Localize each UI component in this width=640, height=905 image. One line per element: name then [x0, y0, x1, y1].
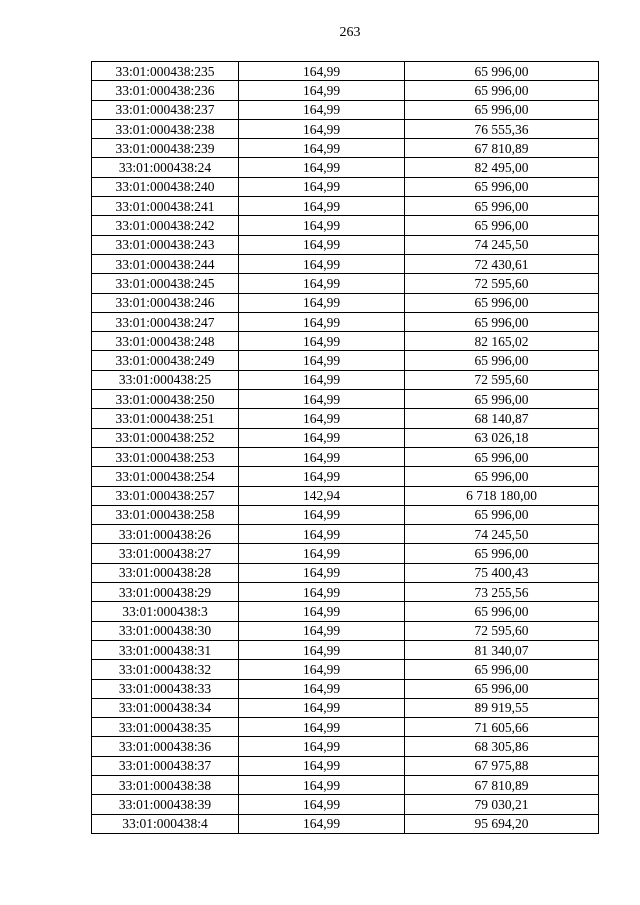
cadastral-number-cell: 33:01:000438:24 [92, 158, 239, 177]
area-cell: 164,99 [239, 409, 405, 428]
cadastral-value-cell: 6 718 180,00 [405, 486, 599, 505]
cadastral-number-cell: 33:01:000438:237 [92, 100, 239, 119]
cadastral-value-cell: 65 996,00 [405, 447, 599, 466]
area-cell: 164,99 [239, 119, 405, 138]
table-row [92, 447, 599, 466]
table-row [92, 467, 599, 486]
cadastral-value-cell: 74 245,50 [405, 525, 599, 544]
cadastral-value-cell: 82 165,02 [405, 332, 599, 351]
cadastral-value-cell: 65 996,00 [405, 293, 599, 312]
cadastral-value-cell: 68 140,87 [405, 409, 599, 428]
table-row [92, 100, 599, 119]
area-cell: 164,99 [239, 351, 405, 370]
table-row [92, 332, 599, 351]
cadastral-number-cell: 33:01:000438:38 [92, 775, 239, 794]
area-cell: 164,99 [239, 621, 405, 640]
cadastral-number-cell: 33:01:000438:236 [92, 81, 239, 100]
cadastral-value-cell: 65 996,00 [405, 62, 599, 81]
cadastral-value-cell: 72 595,60 [405, 370, 599, 389]
area-cell: 164,99 [239, 235, 405, 254]
cadastral-value-table [91, 61, 599, 834]
cadastral-value-cell: 79 030,21 [405, 795, 599, 814]
cadastral-number-cell: 33:01:000438:243 [92, 235, 239, 254]
area-cell: 164,99 [239, 197, 405, 216]
cadastral-value-cell: 71 605,66 [405, 718, 599, 737]
table-row [92, 428, 599, 447]
area-cell: 164,99 [239, 698, 405, 717]
area-cell: 164,99 [239, 274, 405, 293]
cadastral-value-cell: 89 919,55 [405, 698, 599, 717]
area-cell: 164,99 [239, 139, 405, 158]
cadastral-value-cell: 65 996,00 [405, 467, 599, 486]
cadastral-value-cell: 95 694,20 [405, 814, 599, 833]
cadastral-number-cell: 33:01:000438:253 [92, 447, 239, 466]
area-cell: 164,99 [239, 177, 405, 196]
cadastral-value-cell: 65 996,00 [405, 544, 599, 563]
table-row [92, 660, 599, 679]
cadastral-value-cell: 67 975,88 [405, 756, 599, 775]
cadastral-number-cell: 33:01:000438:251 [92, 409, 239, 428]
table-row [92, 795, 599, 814]
table-row [92, 718, 599, 737]
area-cell: 164,99 [239, 312, 405, 331]
table-row [92, 293, 599, 312]
table-row [92, 409, 599, 428]
cadastral-number-cell: 33:01:000438:3 [92, 602, 239, 621]
cadastral-number-cell: 33:01:000438:242 [92, 216, 239, 235]
area-cell: 164,99 [239, 525, 405, 544]
area-cell: 164,99 [239, 428, 405, 447]
cadastral-value-cell: 65 996,00 [405, 390, 599, 409]
cadastral-value-cell: 73 255,56 [405, 583, 599, 602]
area-cell: 164,99 [239, 505, 405, 524]
area-cell: 164,99 [239, 100, 405, 119]
table-row [92, 351, 599, 370]
cadastral-number-cell: 33:01:000438:29 [92, 583, 239, 602]
area-cell: 164,99 [239, 718, 405, 737]
area-cell: 164,99 [239, 254, 405, 273]
cadastral-value-cell: 65 996,00 [405, 81, 599, 100]
area-cell: 164,99 [239, 563, 405, 582]
cadastral-value-cell: 82 495,00 [405, 158, 599, 177]
cadastral-value-cell: 67 810,89 [405, 775, 599, 794]
cadastral-value-cell: 65 996,00 [405, 505, 599, 524]
table-row [92, 679, 599, 698]
cadastral-value-cell: 65 996,00 [405, 312, 599, 331]
table-row [92, 621, 599, 640]
cadastral-number-cell: 33:01:000438:254 [92, 467, 239, 486]
table-row [92, 756, 599, 775]
area-cell: 164,99 [239, 679, 405, 698]
table-row [92, 235, 599, 254]
cadastral-number-cell: 33:01:000438:258 [92, 505, 239, 524]
cadastral-value-cell: 68 305,86 [405, 737, 599, 756]
area-cell: 164,99 [239, 544, 405, 563]
table-row [92, 505, 599, 524]
cadastral-number-cell: 33:01:000438:238 [92, 119, 239, 138]
area-cell: 164,99 [239, 756, 405, 775]
cadastral-number-cell: 33:01:000438:247 [92, 312, 239, 331]
table-row [92, 525, 599, 544]
cadastral-value-cell: 72 430,61 [405, 254, 599, 273]
area-cell: 164,99 [239, 370, 405, 389]
area-cell: 164,99 [239, 660, 405, 679]
area-cell: 164,99 [239, 737, 405, 756]
cadastral-number-cell: 33:01:000438:28 [92, 563, 239, 582]
table-row [92, 62, 599, 81]
cadastral-number-cell: 33:01:000438:36 [92, 737, 239, 756]
cadastral-number-cell: 33:01:000438:249 [92, 351, 239, 370]
table-row [92, 312, 599, 331]
area-cell: 164,99 [239, 775, 405, 794]
cadastral-value-cell: 65 996,00 [405, 660, 599, 679]
table-row [92, 390, 599, 409]
table-row [92, 814, 599, 833]
area-cell: 142,94 [239, 486, 405, 505]
table-row [92, 486, 599, 505]
area-cell: 164,99 [239, 390, 405, 409]
cadastral-value-cell: 74 245,50 [405, 235, 599, 254]
cadastral-value-cell: 65 996,00 [405, 679, 599, 698]
cadastral-value-cell: 65 996,00 [405, 197, 599, 216]
cadastral-number-cell: 33:01:000438:35 [92, 718, 239, 737]
area-cell: 164,99 [239, 293, 405, 312]
cadastral-value-cell: 72 595,60 [405, 621, 599, 640]
cadastral-value-cell: 72 595,60 [405, 274, 599, 293]
cadastral-number-cell: 33:01:000438:240 [92, 177, 239, 196]
cadastral-value-cell: 65 996,00 [405, 100, 599, 119]
cadastral-number-cell: 33:01:000438:27 [92, 544, 239, 563]
cadastral-value-cell: 65 996,00 [405, 602, 599, 621]
table-row [92, 698, 599, 717]
table-row [92, 177, 599, 196]
table-row [92, 544, 599, 563]
area-cell: 164,99 [239, 814, 405, 833]
cadastral-number-cell: 33:01:000438:25 [92, 370, 239, 389]
table-row [92, 216, 599, 235]
cadastral-number-cell: 33:01:000438:37 [92, 756, 239, 775]
area-cell: 164,99 [239, 216, 405, 235]
cadastral-number-cell: 33:01:000438:30 [92, 621, 239, 640]
cadastral-value-cell: 76 555,36 [405, 119, 599, 138]
table-row [92, 254, 599, 273]
cadastral-number-cell: 33:01:000438:34 [92, 698, 239, 717]
cadastral-number-cell: 33:01:000438:241 [92, 197, 239, 216]
cadastral-value-cell: 75 400,43 [405, 563, 599, 582]
cadastral-number-cell: 33:01:000438:245 [92, 274, 239, 293]
cadastral-value-cell: 65 996,00 [405, 177, 599, 196]
table-row [92, 640, 599, 659]
cadastral-number-cell: 33:01:000438:31 [92, 640, 239, 659]
table-row [92, 602, 599, 621]
cadastral-number-cell: 33:01:000438:239 [92, 139, 239, 158]
cadastral-number-cell: 33:01:000438:246 [92, 293, 239, 312]
area-cell: 164,99 [239, 62, 405, 81]
table-row [92, 737, 599, 756]
page-number: 263 [339, 25, 361, 40]
cadastral-number-cell: 33:01:000438:33 [92, 679, 239, 698]
cadastral-value-cell: 65 996,00 [405, 216, 599, 235]
table-body [92, 62, 599, 834]
area-cell: 164,99 [239, 795, 405, 814]
table-row [92, 583, 599, 602]
area-cell: 164,99 [239, 158, 405, 177]
table-row [92, 81, 599, 100]
cadastral-number-cell: 33:01:000438:32 [92, 660, 239, 679]
area-cell: 164,99 [239, 640, 405, 659]
cadastral-number-cell: 33:01:000438:250 [92, 390, 239, 409]
area-cell: 164,99 [239, 467, 405, 486]
area-cell: 164,99 [239, 81, 405, 100]
cadastral-number-cell: 33:01:000438:248 [92, 332, 239, 351]
cadastral-value-cell: 81 340,07 [405, 640, 599, 659]
cadastral-number-cell: 33:01:000438:252 [92, 428, 239, 447]
table-row [92, 563, 599, 582]
area-cell: 164,99 [239, 447, 405, 466]
area-cell: 164,99 [239, 602, 405, 621]
area-cell: 164,99 [239, 583, 405, 602]
cadastral-value-cell: 65 996,00 [405, 351, 599, 370]
area-cell: 164,99 [239, 332, 405, 351]
cadastral-number-cell: 33:01:000438:257 [92, 486, 239, 505]
table-row [92, 158, 599, 177]
cadastral-number-cell: 33:01:000438:235 [92, 62, 239, 81]
cadastral-value-cell: 67 810,89 [405, 139, 599, 158]
cadastral-number-cell: 33:01:000438:39 [92, 795, 239, 814]
table-row [92, 119, 599, 138]
cadastral-number-cell: 33:01:000438:244 [92, 254, 239, 273]
table-row [92, 775, 599, 794]
cadastral-number-cell: 33:01:000438:4 [92, 814, 239, 833]
cadastral-value-cell: 63 026,18 [405, 428, 599, 447]
table-row [92, 274, 599, 293]
table-row [92, 370, 599, 389]
table-row [92, 197, 599, 216]
cadastral-number-cell: 33:01:000438:26 [92, 525, 239, 544]
table-row [92, 139, 599, 158]
